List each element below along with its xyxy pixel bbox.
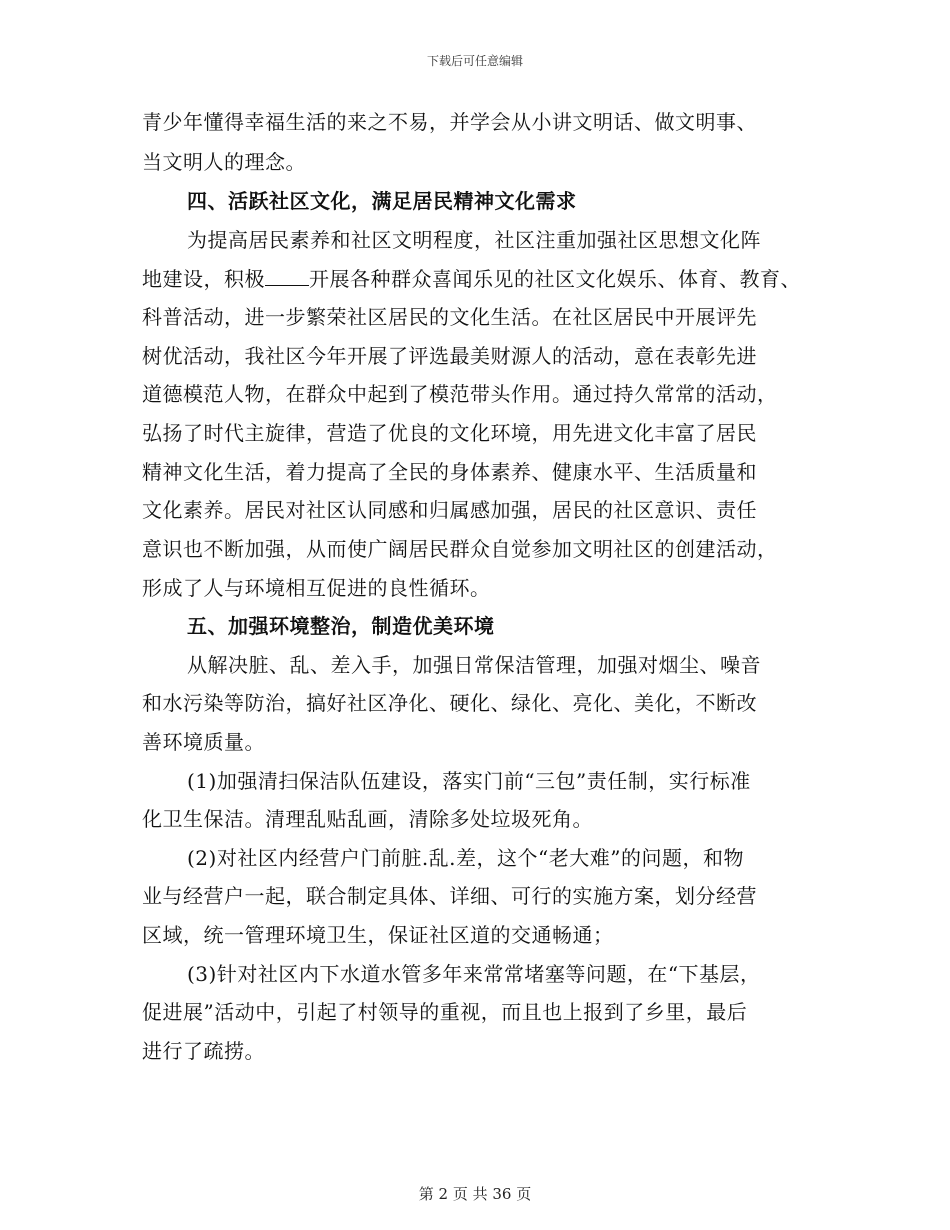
line-text-before-blank: 地建设，积极 [142,267,265,291]
body-line: 进行了疏捞。 [142,1039,265,1063]
body-line: 科普活动，进一步繁荣社区居民的文化生活。在社区居民中开展评先 [142,305,757,329]
section-heading: 五、加强环境整治，制造优美环境 [187,614,495,638]
body-line: 道德模范人物，在群众中起到了模范带头作用。通过持久常常的活动， [142,382,778,406]
body-line: 精神文化生活，着力提高了全民的身体素养、健康水平、生活质量和 [142,460,757,484]
paragraph-first-line: (1)加强清扫保洁队伍建设，落实门前“三包”责任制，实行标准 [187,769,751,793]
body-line: 意识也不断加强，从而使广阔居民群众自觉参加文明社区的创建活动， [142,537,778,561]
body-line: 当文明人的理念。 [142,150,306,174]
body-line: 弘扬了时代主旋律，营造了优良的文化环境，用先进文化丰富了居民 [142,421,757,445]
body-line: 善环境质量。 [142,730,265,754]
paragraph-first-line: (2)对社区内经营户门前脏.乱.差，这个“老大难”的问题，和物 [187,846,744,870]
body-line: 区域，统一管理环境卫生，保证社区道的交通畅通； [142,923,614,947]
body-line: 化卫生保洁。清理乱贴乱画，清除多处垃圾死角。 [142,807,593,831]
body-line [142,267,801,291]
body-line: 和水污染等防治，搞好社区净化、硬化、绿化、亮化、美化，不断改 [142,691,757,715]
paragraph-first-line: (3)针对社区内下水道水管多年来常常堵塞等问题，在“下基层， [187,962,761,986]
body-line: 文化素养。居民对社区认同感和归属感加强，居民的社区意识、责任 [142,498,757,522]
paragraph-first-line: 从解决脏、乱、差入手，加强日常保洁管理，加强对烟尘、噪音 [187,653,761,677]
paragraph-first-line: 为提高居民素养和社区文明程度，社区注重加强社区思想文化阵 [187,228,761,252]
page-footer: 第 2 页 共 36 页 [418,1185,532,1203]
page-header: 下载后可任意编辑 [426,54,523,68]
line-text-after-blank: 开展各种群众喜闻乐见的社区文化娱乐、体育、教育、 [309,267,801,291]
body-line: 形成了人与环境相互促进的良性循环。 [142,576,491,600]
body-line: 树优活动，我社区今年开展了评选最美财源人的活动，意在表彰先进 [142,344,757,368]
body-line: 业与经营户一起，联合制定具体、详细、可行的实施方案，划分经营 [142,884,757,908]
body-line: 促进展”活动中，引起了村领导的重视，而且也上报到了乡里，最后 [142,1000,748,1024]
body-line: 青少年懂得幸福生活的来之不易，并学会从小讲文明话、做文明事、 [142,110,757,134]
section-heading: 四、活跃社区文化，满足居民精神文化需求 [187,189,577,213]
fill-in-blank [265,267,309,286]
